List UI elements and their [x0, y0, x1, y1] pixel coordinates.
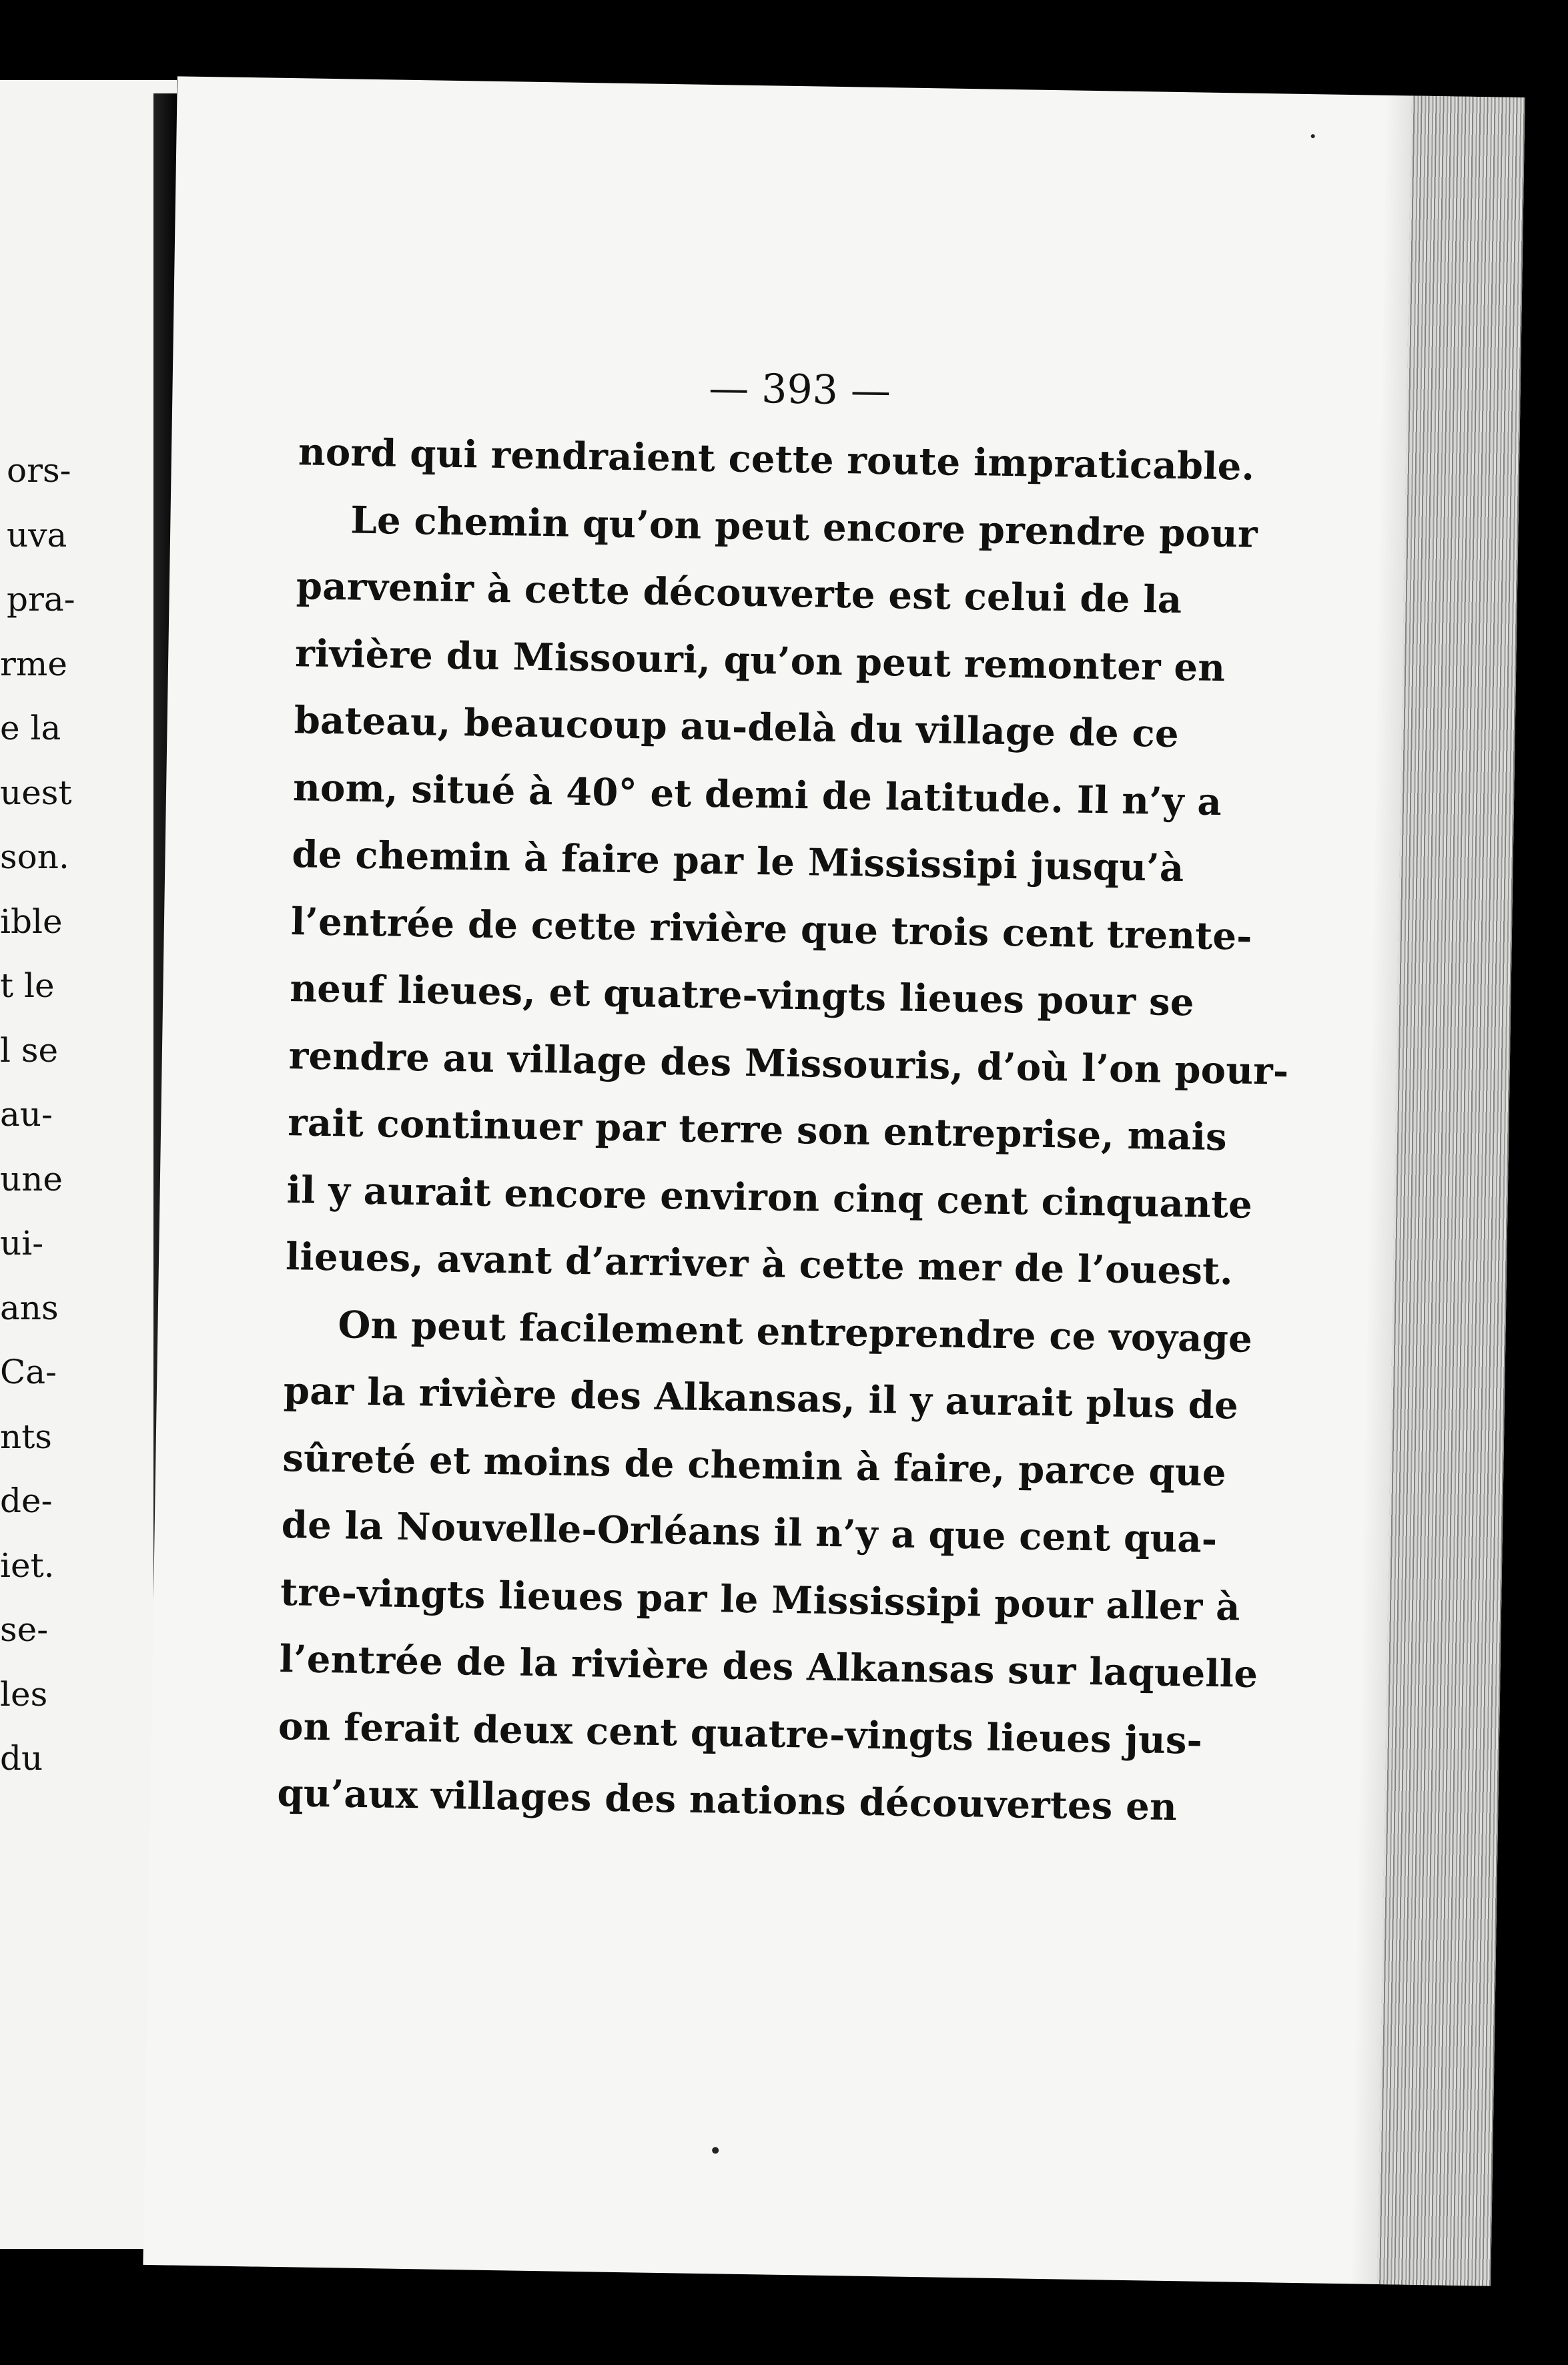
text-line: de chemin à faire par le Mississipi jusqu’à	[292, 832, 1184, 891]
text-line: nord qui rendraient cette route impraticable.	[298, 430, 1255, 489]
previous-page-line: pra-	[7, 580, 75, 619]
text-line: de la Nouvelle-Orléans il n’y a que cent qua-	[281, 1503, 1218, 1562]
previous-page-line: ors-	[7, 451, 71, 490]
text-line: bateau, beaucoup au-delà du village de ce	[294, 698, 1180, 757]
previous-page-line: ible	[0, 902, 63, 941]
text-line: On peut facilement entreprendre ce voyage	[338, 1302, 1253, 1361]
text-line: sûreté et moins de chemin à faire, parce que	[282, 1435, 1227, 1495]
previous-page-line: e la	[0, 709, 61, 747]
previous-page-line: rme	[0, 644, 67, 683]
text-line: nom, situé à 40° et demi de latitude. Il n’y a	[292, 765, 1222, 824]
text-line: Le chemin qu’on peut encore prendre pour	[350, 498, 1258, 557]
previous-page-line: iet.	[0, 1546, 55, 1585]
text-line: l’entrée de cette rivière que trois cent trente-	[290, 899, 1253, 959]
previous-page-line: son.	[0, 837, 69, 876]
text-line: rait continuer par terre son entreprise, mais	[287, 1100, 1228, 1160]
previous-page-line: de-	[0, 1481, 53, 1520]
text-line: qu’aux villages des nations découvertes en	[276, 1771, 1178, 1830]
previous-page-line: l se	[0, 1030, 59, 1070]
text-line: tre-vingts lieues par le Mississipi pour aller à	[280, 1570, 1241, 1630]
previous-page-line: ui-	[0, 1224, 44, 1263]
text-line: on ferait deux cent quatre-vingts lieues jus-	[278, 1704, 1203, 1763]
text-line: il y aurait encore environ cinq cent cinquante	[286, 1167, 1253, 1227]
text-line: parvenir à cette découverte est celui de la	[296, 564, 1182, 623]
previous-page-line: uest	[0, 773, 72, 812]
previous-page-line: les	[0, 1674, 48, 1714]
text-line: lieues, avant d’arriver à cette mer de l’ouest.	[285, 1235, 1234, 1294]
previous-page-line: se-	[0, 1610, 49, 1649]
previous-page-line: ans	[0, 1288, 59, 1327]
text-line: l’entrée de la rivière des Alkansas sur laquelle	[279, 1637, 1258, 1697]
body-text	[276, 418, 1289, 1840]
page-number: — 393 —	[708, 364, 891, 415]
text-line: par la rivière des Alkansas, il y aurait plus de	[283, 1369, 1239, 1428]
previous-page-line: uva	[7, 515, 67, 555]
previous-page-line: du	[0, 1739, 43, 1778]
text-line: rendre au village des Missouris, d’où l’on pour-	[288, 1033, 1289, 1094]
previous-page-line: nts	[0, 1417, 52, 1456]
text-line: neuf lieues, et quatre-vingts lieues pour se	[289, 966, 1195, 1025]
previous-page-line: au-	[0, 1095, 53, 1134]
previous-page-line: une	[0, 1159, 63, 1199]
previous-page-line: t le	[0, 966, 55, 1005]
book-page	[143, 76, 1525, 2286]
previous-page-line: Ca-	[0, 1353, 57, 1391]
ink-speck	[1311, 134, 1315, 138]
ink-speck	[712, 2147, 719, 2153]
text-line: rivière du Missouri, qu’on peut remonter en	[294, 631, 1226, 690]
